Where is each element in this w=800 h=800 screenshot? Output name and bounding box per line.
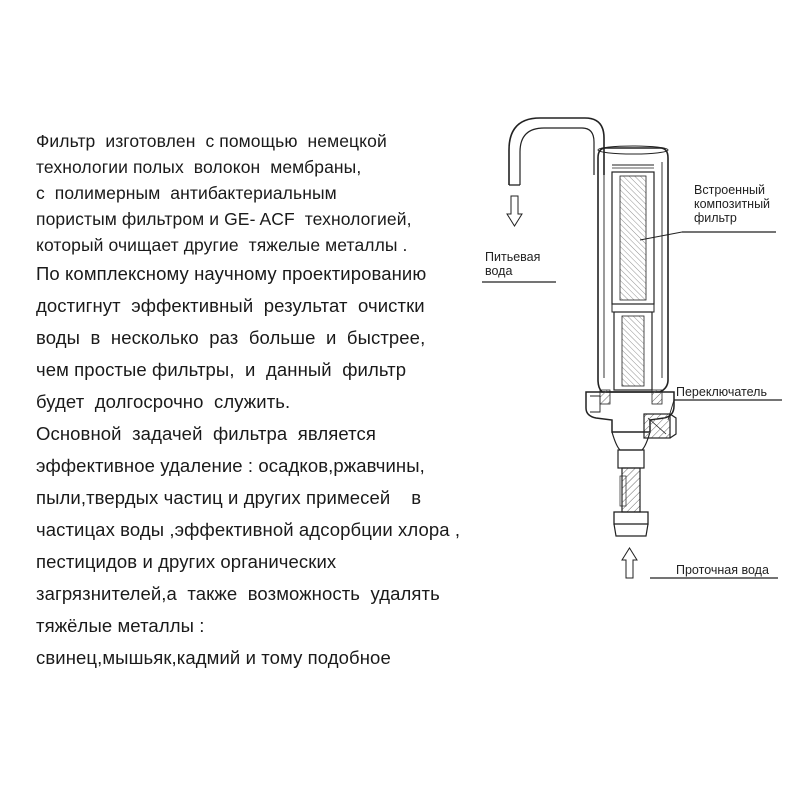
description-line-9: чем простые фильтры, и данный фильтр	[36, 359, 407, 380]
composite-filter-cartridge	[612, 165, 654, 390]
description-line-17: тяжёлые металлы :	[36, 615, 205, 636]
spout	[509, 118, 604, 185]
description-line-1: Фильтр изготовлен с помощью немецкой	[36, 131, 387, 151]
description-line-8: воды в несколько раз больше и быстрее,	[36, 327, 426, 348]
label-drinking-water: Питьевая вода	[485, 250, 541, 278]
label-inflow-water: Проточная вода	[676, 563, 769, 577]
inlet-stem	[614, 450, 648, 536]
description-line-15: пестицидов и других органических	[36, 551, 337, 572]
description-line-7: достигнут эффективный результат очистки	[36, 295, 425, 316]
description-line-3: с полимерным антибактериальным	[36, 183, 337, 203]
description-line-10: будет долгосрочно служить.	[36, 391, 291, 412]
label-composite-filter: Встроенный композитный фильтр	[694, 183, 771, 225]
description-line-11: Основной задачей фильтра является	[36, 423, 376, 444]
switch-knob	[644, 414, 676, 438]
description-line-16: загрязнителей,а также возможность удалять	[36, 583, 440, 604]
label-switch: Переключатель	[676, 385, 767, 399]
description-line-12: эффективное удаление : осадков,ржавчины,	[36, 455, 425, 476]
description-line-18: свинец,мышьяк,кадмий и тому подобное	[36, 647, 391, 668]
description-line-13: пыли,твердых частиц и других примесей в	[36, 487, 422, 508]
inflow-arrow-icon	[622, 548, 637, 578]
description-line-6: По комплексному научному проектированию	[36, 263, 427, 284]
drinking-water-arrow-icon	[507, 196, 522, 226]
description-line-4: пористым фильтром и GE- ACF технологией,	[36, 209, 412, 229]
description-line-5: который очищает другие тяжелые металлы .	[36, 235, 408, 255]
description-line-14: частицах воды ,эффективной адсорбции хлора ,	[36, 519, 461, 540]
description-line-2: технологии полых волокон мембраны,	[36, 157, 362, 177]
